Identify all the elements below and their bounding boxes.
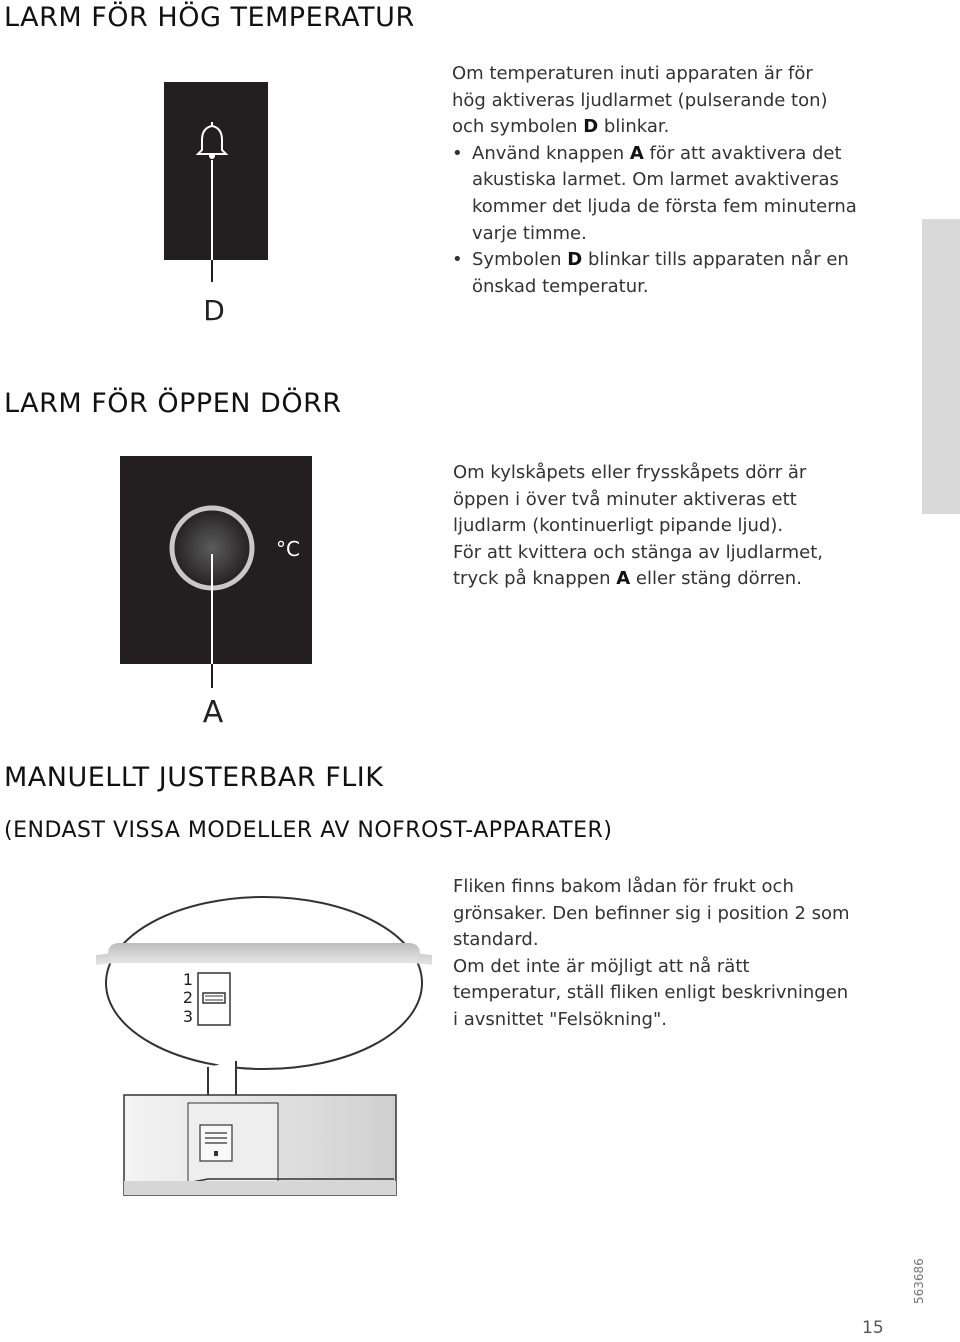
section-title-flap: MANUELLT JUSTERBAR FLIK <box>4 762 384 793</box>
position-label: 3 <box>182 1007 194 1026</box>
section-title-open-door: LARM FÖR ÖPPEN DÖRR <box>4 388 342 419</box>
section-title-high-temperature: LARM FÖR HÖG TEMPERATUR <box>4 2 415 33</box>
flap-figure <box>88 895 448 1205</box>
magnifier-bubble <box>106 897 422 1069</box>
display-panel <box>164 82 268 260</box>
figure-label-d: D <box>203 294 225 327</box>
position-label: 1 <box>182 970 194 989</box>
side-tab <box>922 219 960 514</box>
bullet-item: • Symbolen D blinkar tills apparaten når en önskad temperatur. <box>452 247 902 300</box>
high-temp-description: Om temperaturen inuti apparaten är för hög aktiveras ljudlarmet (pulserande ton) och symbolen D blinkar. • Använd knappen A för att avaktivera det akustiska larmet. Om larmet avaktiveras kommer det ljuda de första fem minuterna varje timme. • Symbolen D blinkar tills apparaten når en önskad temperatur. <box>452 61 902 300</box>
page-number: 15 <box>862 1318 884 1338</box>
position-label: 2 <box>182 988 194 1007</box>
high-temp-figure <box>160 80 272 330</box>
open-door-description: Om kylskåpets eller frysskåpets dörr är öppen i över två minuter aktiveras ett ljudlarm (kontinuerligt pipande ljud). För att kvittera och stänga av ljudlarmet, tryck på knappen A eller stäng dörren. <box>453 462 823 590</box>
figure-label-a: A <box>202 695 224 730</box>
open-door-figure <box>118 454 318 734</box>
flap-slider <box>198 973 230 1025</box>
shelf-strip <box>108 943 420 963</box>
bullet-icon: • <box>452 249 463 271</box>
fridge-interior <box>124 1095 396 1195</box>
document-code: 563686 <box>912 1258 926 1304</box>
bullet-icon: • <box>452 142 463 164</box>
celsius-icon: °C <box>276 537 300 561</box>
bullet-item: • Använd knappen A för att avaktivera det akustiska larmet. Om larmet avaktiveras kommer det ljuda de första fem minuterna varje timme. <box>452 141 902 247</box>
section-subtitle-flap: (ENDAST VISSA MODELLER AV NOFROST-APPARATER) <box>4 818 613 843</box>
flap-description: Fliken finns bakom lådan för frukt och grönsaker. Den befinner sig i position 2 som standard. Om det inte är möjligt att nå rätt temperatur, ställ fliken enligt beskrivningen i avsnittet "Felsökning". <box>453 876 850 1030</box>
